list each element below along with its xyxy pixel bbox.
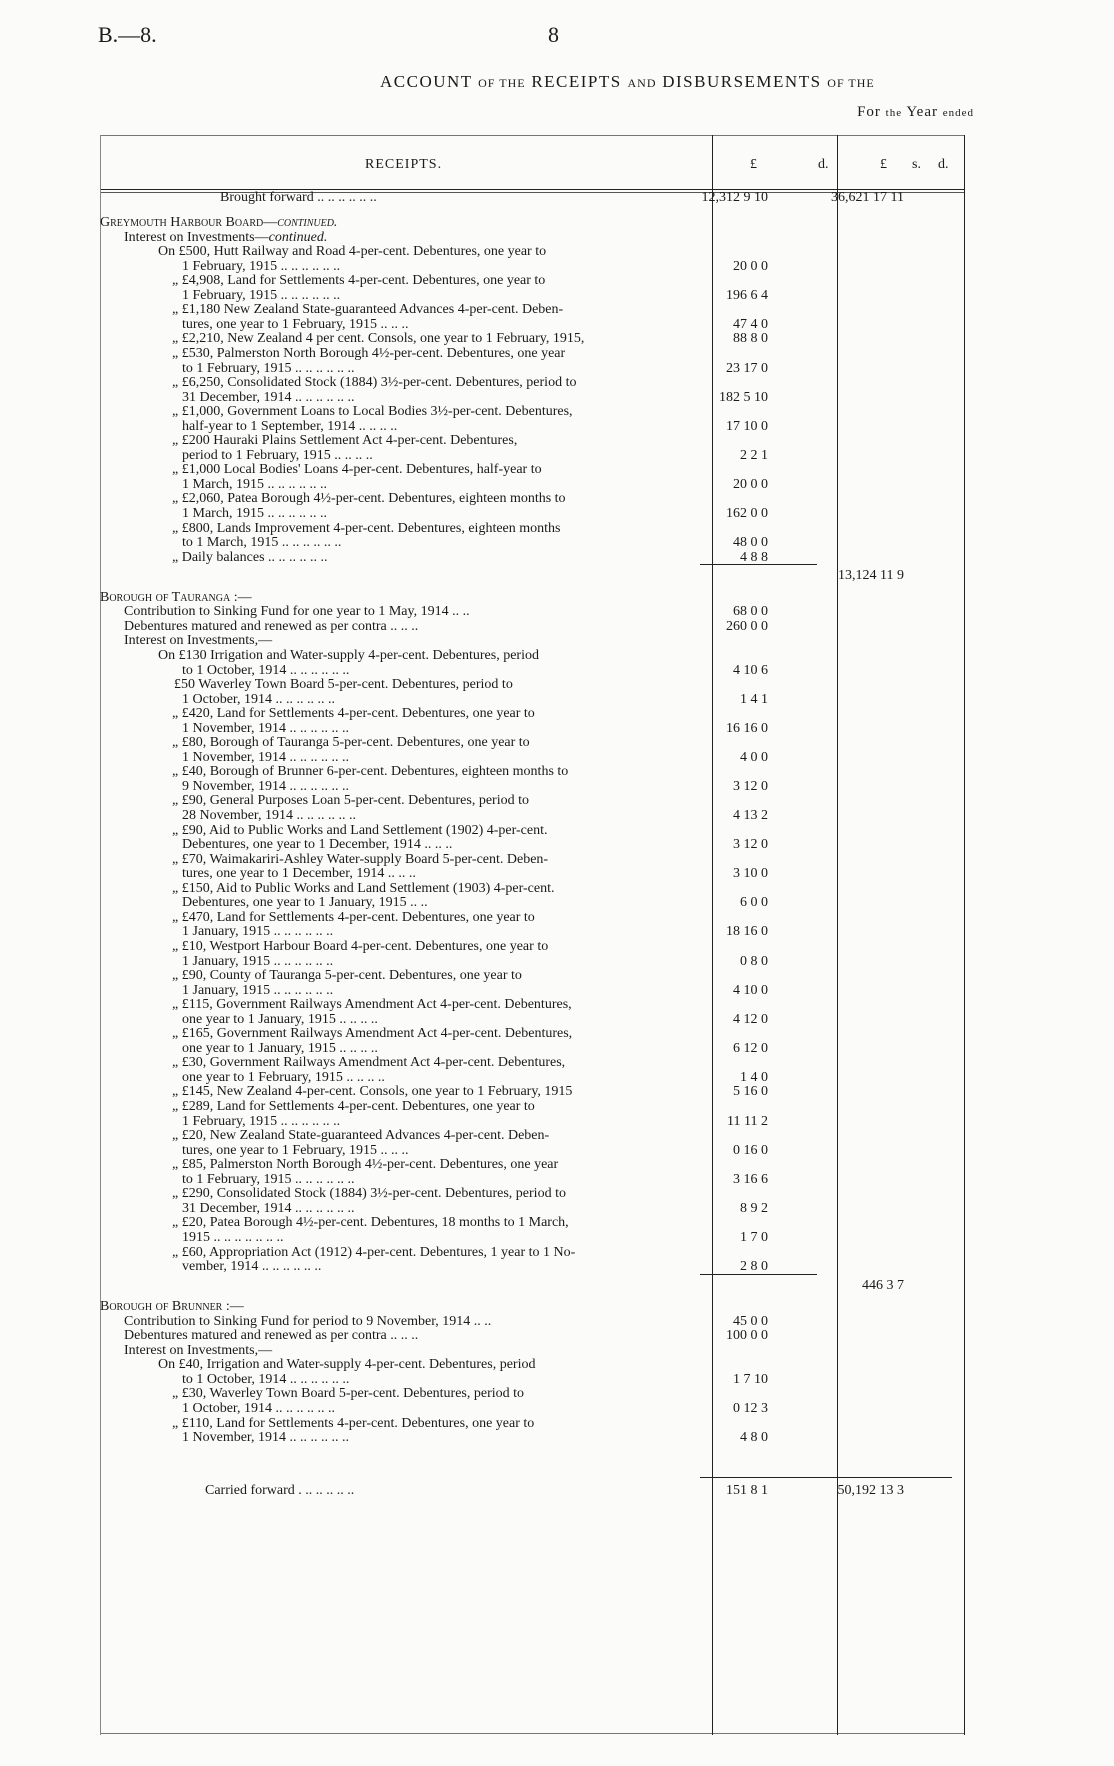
amount-cell: 1 7 10 [733, 1371, 768, 1387]
row-text: to 1 February, 1915 .. .. .. .. .. .. [182, 1171, 355, 1187]
subtotal-rule [700, 564, 817, 565]
row-text: „ £30, Waverley Town Board 5-per-cent. Debentures, period to [172, 1386, 525, 1402]
receipts-table [100, 135, 976, 1735]
row-text: On £40, Irrigation and Water-supply 4-per-cent. Debentures, period [158, 1357, 536, 1373]
row-text: „ £40, Borough of Brunner 6-per-cent. Debentures, eighteen months to [172, 764, 569, 780]
amount-cell: 4 0 0 [740, 749, 768, 765]
title-of-the-2: OF THE [827, 76, 875, 90]
row-text: „ £115, Government Railways Amendment Act 4-per-cent. Debentures, [172, 997, 572, 1013]
row-text: Interest on Investments,— [124, 1342, 273, 1358]
row-text: one year to 1 January, 1915 .. .. .. .. [182, 1040, 378, 1056]
amount-cell: 3 10 0 [733, 866, 768, 882]
column-header-pence-2: d. [938, 157, 949, 172]
row-text: Greymouth Harbour Board—continued. [100, 215, 338, 230]
row-text: Borough of Brunner :— [100, 1299, 244, 1315]
amount-cell: 45 0 0 [733, 1313, 768, 1329]
document-title [380, 72, 875, 92]
row-text: tures, one year to 1 February, 1915 .. .. .. [182, 316, 409, 332]
amount-cell: 48 0 0 [733, 535, 768, 551]
row-text: „ £1,180 New Zealand State-guaranteed Advances 4-per-cent. Deben- [172, 302, 564, 318]
column-header-receipts: RECEIPTS. [365, 157, 443, 172]
subtotal-rule [700, 1274, 817, 1275]
row-text: „ £110, Land for Settlements 4-per-cent. Debentures, one year to [172, 1415, 535, 1431]
table-body [100, 135, 976, 1735]
row-text: On £130 Irrigation and Water-supply 4-per-cent. Debentures, period [158, 647, 539, 663]
subtitle-for: For [857, 104, 881, 120]
row-text: On £500, Hutt Railway and Road 4-per-cent. Debentures, one year to [158, 244, 547, 260]
title-account: ACCOUNT [380, 72, 473, 91]
row-text: 31 December, 1914 .. .. .. .. .. .. [182, 1200, 355, 1216]
amount-cell: 1 4 0 [740, 1069, 768, 1085]
column-header-pound-2: £ [880, 157, 887, 172]
row-text: 9 November, 1914 .. .. .. .. .. .. [182, 778, 350, 794]
row-text: period to 1 February, 1915 .. .. .. .. [182, 447, 373, 463]
row-text: Interest on Investments—continued. [124, 229, 328, 245]
title-and: AND [627, 76, 657, 90]
row-text: „ £70, Waimakariri-Ashley Water-supply Board 5-per-cent. Deben- [172, 851, 549, 867]
amount-cell: 2 2 1 [740, 447, 768, 463]
row-text: „ £165, Government Railways Amendment Act 4-per-cent. Debentures, [172, 1026, 573, 1042]
row-text: Interest on Investments,— [124, 633, 273, 649]
title-of-the: OF THE [478, 76, 526, 90]
amount-cell: 182 5 10 [719, 389, 768, 405]
amount-cell: 4 8 0 [740, 1430, 768, 1446]
amount-cell: 20 0 0 [733, 258, 768, 274]
amount-cell: 68 0 0 [733, 604, 768, 620]
row-text: „ £30, Government Railways Amendment Act 4-per-cent. Debentures, [172, 1055, 566, 1071]
row-text: £50 Waverley Town Board 5-per-cent. Debentures, period to [174, 677, 513, 693]
amount-cell: 5 16 0 [733, 1084, 768, 1100]
row-text: one year to 1 January, 1915 .. .. .. .. [182, 1011, 378, 1027]
row-text: 1 February, 1915 .. .. .. .. .. .. [182, 1113, 341, 1129]
page-number: 8 [548, 22, 559, 47]
row-text: Debentures matured and renewed as per contra .. .. .. [124, 1328, 419, 1344]
amount-cell: 2 8 0 [740, 1259, 768, 1275]
row-text: Debentures matured and renewed as per contra .. .. .. [124, 618, 419, 634]
amount-cell: 196 6 4 [726, 287, 768, 303]
row-text: 1 October, 1914 .. .. .. .. .. .. [182, 691, 336, 707]
row-text: „ £145, New Zealand 4-per-cent. Consols, one year to 1 February, 1915 [172, 1084, 573, 1100]
document-subtitle [857, 104, 974, 121]
row-text: „ £20, New Zealand State-guaranteed Advances 4-per-cent. Deben- [172, 1128, 550, 1144]
row-text: to 1 March, 1915 .. .. .. .. .. .. [182, 535, 342, 551]
title-receipts: RECEIPTS [531, 72, 622, 91]
carried-forward-rule [700, 1477, 952, 1478]
total-cell: 36,621 17 11 [831, 190, 904, 205]
amount-cell: 20 0 0 [733, 476, 768, 492]
row-text: „ £20, Patea Borough 4½-per-cent. Debentures, 18 months to 1 March, [172, 1215, 569, 1231]
row-text: „ £1,000 Local Bodies' Loans 4-per-cent. Debentures, half-year to [172, 462, 542, 478]
row-text: Contribution to Sinking Fund for period to 9 November, 1914 .. .. [124, 1313, 492, 1329]
amount-cell: 11 11 2 [727, 1113, 768, 1129]
carried-forward-label: Carried forward . .. .. .. .. .. [205, 1483, 355, 1498]
amount-cell: 4 12 0 [733, 1011, 768, 1027]
row-text: 1915 .. .. .. .. .. .. .. [182, 1229, 284, 1245]
row-text: vember, 1914 .. .. .. .. .. .. [182, 1259, 322, 1275]
brought-forward-label: Brought forward .. .. .. .. .. .. [220, 190, 377, 205]
row-text: „ £530, Palmerston North Borough 4½-per-cent. Debentures, one year [172, 345, 566, 361]
row-text: 1 November, 1914 .. .. .. .. .. .. [182, 720, 350, 736]
amount-cell: 23 17 0 [726, 360, 768, 376]
row-text: 1 March, 1915 .. .. .. .. .. .. [182, 476, 328, 492]
row-text: „ £2,210, New Zealand 4 per cent. Consols, one year to 1 February, 1915, [172, 331, 585, 347]
total-cell: 50,192 13 3 [837, 1483, 904, 1498]
row-text: „ £1,000, Government Loans to Local Bodies 3½-per-cent. Debentures, [172, 404, 573, 420]
row-text: „ £4,908, Land for Settlements 4-per-cent. Debentures, one year to [172, 273, 546, 289]
row-text: Debentures, one year to 1 January, 1915 .. .. [182, 895, 428, 911]
row-text: „ Daily balances .. .. .. .. .. .. [172, 549, 328, 565]
row-text: „ £2,060, Patea Borough 4½-per-cent. Debentures, eighteen months to [172, 491, 566, 507]
row-text: „ £290, Consolidated Stock (1884) 3½-per-cent. Debentures, period to [172, 1186, 566, 1202]
amount-cell: 4 13 2 [733, 808, 768, 823]
row-text: „ £80, Borough of Tauranga 5-per-cent. Debentures, one year to [172, 735, 530, 751]
amount-cell: 260 0 0 [726, 618, 768, 634]
row-text: „ £150, Aid to Public Works and Land Settlement (1903) 4-per-cent. [172, 880, 555, 896]
row-text: 1 March, 1915 .. .. .. .. .. .. [182, 506, 328, 521]
amount-cell: 100 0 0 [726, 1328, 768, 1344]
row-text: „ £420, Land for Settlements 4-per-cent. Debentures, one year to [172, 706, 535, 722]
row-text: one year to 1 February, 1915 .. .. .. .. [182, 1069, 385, 1085]
row-text: 1 January, 1915 .. .. .. .. .. .. [182, 982, 334, 998]
amount-cell: 6 0 0 [740, 895, 768, 911]
amount-cell: 88 8 0 [733, 331, 768, 347]
column-header-pence-1: d. [818, 157, 829, 172]
amount-cell: 0 8 0 [740, 953, 768, 969]
row-text: „ £60, Appropriation Act (1912) 4-per-cent. Debentures, 1 year to 1 No- [172, 1244, 576, 1260]
row-text: „ £800, Lands Improvement 4-per-cent. Debentures, eighteen months [172, 520, 561, 536]
amount-cell: 3 12 0 [733, 778, 768, 794]
row-text: „ £200 Hauraki Plains Settlement Act 4-per-cent. Debentures, [172, 433, 518, 449]
total-cell: 13,124 11 9 [838, 568, 904, 584]
row-text: 1 February, 1915 .. .. .. .. .. .. [182, 287, 341, 303]
row-text: Contribution to Sinking Fund for one year to 1 May, 1914 .. .. [124, 604, 470, 620]
amount-cell: 3 12 0 [733, 837, 768, 853]
row-text: 31 December, 1914 .. .. .. .. .. .. [182, 389, 355, 405]
row-text: to 1 February, 1915 .. .. .. .. .. .. [182, 360, 355, 376]
amount-cell: 6 12 0 [733, 1040, 768, 1056]
amount-cell: 4 8 8 [740, 549, 768, 565]
row-text: 1 November, 1914 .. .. .. .. .. .. [182, 749, 350, 765]
amount-cell: 4 10 0 [733, 982, 768, 998]
row-text: „ £470, Land for Settlements 4-per-cent. Debentures, one year to [172, 909, 535, 925]
amount-cell: 0 16 0 [733, 1142, 768, 1158]
column-header-pound-1: £ [750, 157, 757, 172]
row-text: half-year to 1 September, 1914 .. .. .. .. [182, 418, 398, 434]
amount-cell: 1 7 0 [740, 1229, 768, 1245]
row-text: „ £90, Aid to Public Works and Land Settlement (1902) 4-per-cent. [172, 822, 548, 838]
row-text: 28 November, 1914 .. .. .. .. .. .. [182, 808, 357, 823]
title-disbursements: DISBURSEMENTS [662, 72, 822, 91]
subtitle-ended: ended [942, 107, 974, 119]
row-text: 1 November, 1914 .. .. .. .. .. .. [182, 1430, 350, 1446]
row-text: Debentures, one year to 1 December, 1914 .. .. .. [182, 837, 453, 853]
row-text: 1 October, 1914 .. .. .. .. .. .. [182, 1401, 336, 1416]
amount-cell: 8 9 2 [740, 1200, 768, 1216]
row-text: to 1 October, 1914 .. .. .. .. .. .. [182, 1371, 350, 1387]
amount-cell: 0 12 3 [733, 1401, 768, 1416]
amount-cell: 4 10 6 [733, 662, 768, 678]
row-text: „ £6,250, Consolidated Stock (1884) 3½-per-cent. Debentures, period to [172, 375, 577, 391]
row-text: „ £10, Westport Harbour Board 4-per-cent. Debentures, one year to [172, 938, 549, 954]
amount-cell: 18 16 0 [726, 924, 768, 940]
amount-cell: 12,312 9 10 [701, 190, 768, 205]
row-text: 1 February, 1915 .. .. .. .. .. .. [182, 258, 341, 274]
row-text: to 1 October, 1914 .. .. .. .. .. .. [182, 662, 350, 678]
row-text: „ £90, County of Tauranga 5-per-cent. Debentures, one year to [172, 968, 522, 984]
amount-cell: 162 0 0 [726, 506, 768, 521]
amount-cell: 17 10 0 [726, 418, 768, 434]
column-header-shillings-2: s. [912, 157, 921, 172]
amount-cell: 151 8 1 [726, 1483, 768, 1498]
amount-cell: 47 4 0 [733, 316, 768, 332]
row-text: Borough of Tauranga :— [100, 589, 252, 605]
row-text: 1 January, 1915 .. .. .. .. .. .. [182, 924, 334, 940]
row-text: tures, one year to 1 February, 1915 .. .. .. [182, 1142, 409, 1158]
amount-cell: 3 16 6 [733, 1171, 768, 1187]
subtitle-year: Year [906, 104, 938, 120]
total-cell: 446 3 7 [862, 1277, 904, 1293]
row-text: „ £85, Palmerston North Borough 4½-per-cent. Debentures, one year [172, 1157, 559, 1173]
subtitle-the: the [885, 107, 903, 119]
amount-cell: 16 16 0 [726, 720, 768, 736]
page-reference: B.—8. [98, 22, 157, 47]
row-text: „ £90, General Purposes Loan 5-per-cent. Debentures, period to [172, 793, 529, 809]
row-text: 1 January, 1915 .. .. .. .. .. .. [182, 953, 334, 969]
row-text: „ £289, Land for Settlements 4-per-cent. Debentures, one year to [172, 1099, 535, 1114]
row-text: tures, one year to 1 December, 1914 .. .. .. [182, 866, 416, 882]
amount-cell: 1 4 1 [740, 691, 768, 707]
